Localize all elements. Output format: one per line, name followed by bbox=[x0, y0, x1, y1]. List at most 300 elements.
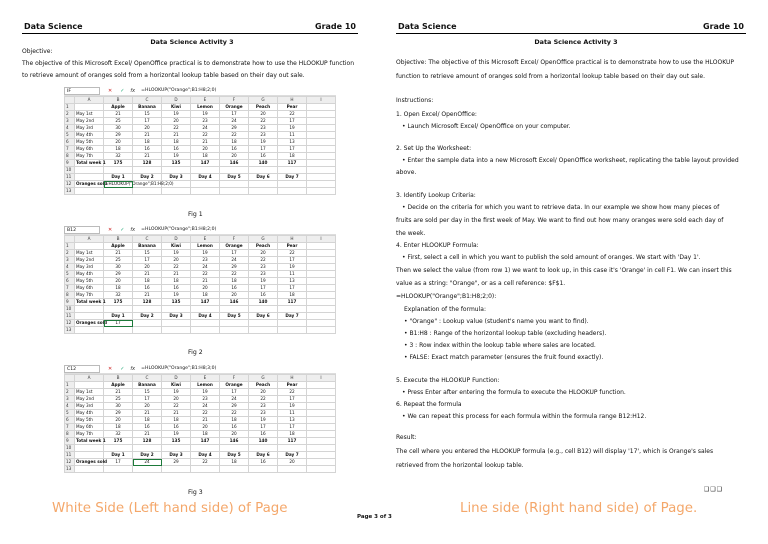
row-header[interactable]: 8 bbox=[65, 431, 75, 438]
table-cell[interactable]: May 2nd bbox=[75, 257, 104, 264]
table-cell[interactable] bbox=[278, 466, 307, 473]
table-cell[interactable] bbox=[133, 167, 162, 174]
table-cell[interactable]: 29 bbox=[104, 271, 133, 278]
table-cell[interactable]: 128 bbox=[133, 160, 162, 167]
table-cell[interactable] bbox=[307, 167, 336, 174]
table-cell[interactable]: 16 bbox=[162, 285, 191, 292]
table-cell[interactable] bbox=[75, 174, 104, 181]
function-icon[interactable]: fx bbox=[130, 87, 136, 94]
table-cell[interactable]: May 1st bbox=[75, 250, 104, 257]
table-cell[interactable] bbox=[307, 452, 336, 459]
table-cell[interactable] bbox=[133, 306, 162, 313]
table-cell[interactable] bbox=[278, 181, 307, 188]
table-cell[interactable]: 24 bbox=[191, 125, 220, 132]
table-cell[interactable]: 146 bbox=[220, 438, 249, 445]
table-cell[interactable]: Day 7 bbox=[278, 174, 307, 181]
table-cell[interactable]: 19 bbox=[162, 250, 191, 257]
row-header[interactable]: 6 bbox=[65, 278, 75, 285]
table-cell[interactable]: 23 bbox=[191, 257, 220, 264]
formula-text[interactable]: =HLOOKUP("Orange";B1:H8;2;0) bbox=[141, 227, 217, 232]
row-header[interactable]: 1 bbox=[65, 382, 75, 389]
row-header[interactable]: 11 bbox=[65, 313, 75, 320]
table-cell[interactable]: 17 bbox=[220, 250, 249, 257]
table-cell[interactable] bbox=[307, 417, 336, 424]
table-cell[interactable]: May 3rd bbox=[75, 264, 104, 271]
table-cell[interactable] bbox=[104, 306, 133, 313]
table-cell[interactable]: Day 7 bbox=[278, 313, 307, 320]
table-cell[interactable]: 30 bbox=[104, 403, 133, 410]
table-cell[interactable] bbox=[133, 188, 162, 195]
table-cell[interactable]: 20 bbox=[191, 146, 220, 153]
table-cell[interactable]: 23 bbox=[249, 271, 278, 278]
table-cell[interactable]: 22 bbox=[278, 389, 307, 396]
table-cell[interactable] bbox=[75, 188, 104, 195]
table-cell[interactable]: 140 bbox=[249, 160, 278, 167]
table-cell[interactable] bbox=[133, 466, 162, 473]
table-cell[interactable]: Oranges sold bbox=[76, 320, 108, 325]
table-cell[interactable]: 146 bbox=[220, 299, 249, 306]
table-cell[interactable]: 20 bbox=[133, 403, 162, 410]
table-cell[interactable]: 24 bbox=[220, 257, 249, 264]
table-cell[interactable] bbox=[162, 466, 191, 473]
column-header[interactable]: E bbox=[191, 97, 220, 104]
table-cell[interactable]: 29 bbox=[104, 410, 133, 417]
table-cell[interactable]: 21 bbox=[162, 410, 191, 417]
row-header[interactable]: 3 bbox=[65, 118, 75, 125]
table-cell[interactable]: 30 bbox=[104, 264, 133, 271]
table-cell[interactable]: 23 bbox=[249, 410, 278, 417]
column-header[interactable]: A bbox=[75, 375, 104, 382]
table-cell[interactable] bbox=[278, 167, 307, 174]
table-cell[interactable]: 22 bbox=[162, 403, 191, 410]
row-header[interactable]: 1 bbox=[65, 243, 75, 250]
column-header[interactable] bbox=[65, 375, 75, 382]
table-cell[interactable]: 16 bbox=[162, 146, 191, 153]
table-cell[interactable]: 20 bbox=[220, 292, 249, 299]
table-cell[interactable]: 20 bbox=[220, 431, 249, 438]
table-cell[interactable]: 18 bbox=[220, 139, 249, 146]
table-cell[interactable]: 17 bbox=[278, 285, 307, 292]
table-cell[interactable]: May 5th bbox=[75, 417, 104, 424]
table-cell[interactable]: 22 bbox=[249, 257, 278, 264]
table-cell[interactable] bbox=[307, 306, 336, 313]
table-cell[interactable]: 21 bbox=[162, 132, 191, 139]
table-cell[interactable] bbox=[133, 327, 162, 334]
table-cell[interactable] bbox=[191, 167, 220, 174]
table-cell[interactable]: 19 bbox=[249, 417, 278, 424]
table-cell[interactable]: Kiwi bbox=[162, 243, 191, 250]
table-cell[interactable]: 16 bbox=[249, 431, 278, 438]
row-header[interactable]: 12 bbox=[65, 320, 75, 327]
table-cell[interactable]: 147 bbox=[191, 299, 220, 306]
table-cell[interactable]: Lemon bbox=[191, 382, 220, 389]
table-cell[interactable]: =HLOOKUP("Orange";B1:H8;2;0) bbox=[105, 181, 174, 186]
row-header[interactable]: 3 bbox=[65, 257, 75, 264]
cancel-icon[interactable]: ✕ bbox=[108, 226, 113, 233]
column-header[interactable]: E bbox=[191, 375, 220, 382]
table-cell[interactable]: 21 bbox=[133, 132, 162, 139]
table-cell[interactable]: 19 bbox=[249, 139, 278, 146]
table-cell[interactable] bbox=[249, 181, 278, 188]
column-header[interactable]: F bbox=[220, 375, 249, 382]
table-cell[interactable] bbox=[220, 466, 249, 473]
column-header[interactable]: B bbox=[104, 375, 133, 382]
table-cell[interactable] bbox=[278, 306, 307, 313]
table-cell[interactable]: 18 bbox=[278, 292, 307, 299]
row-header[interactable]: 10 bbox=[65, 445, 75, 452]
column-header[interactable]: H bbox=[278, 97, 307, 104]
table-cell[interactable]: 21 bbox=[104, 250, 133, 257]
table-cell[interactable]: 22 bbox=[249, 118, 278, 125]
column-header[interactable]: G bbox=[249, 375, 278, 382]
table-cell[interactable]: Banana bbox=[133, 382, 162, 389]
table-cell[interactable]: 29 bbox=[220, 264, 249, 271]
column-header[interactable]: H bbox=[278, 375, 307, 382]
column-header[interactable] bbox=[65, 97, 75, 104]
table-cell[interactable] bbox=[307, 431, 336, 438]
table-cell[interactable]: 20 bbox=[133, 125, 162, 132]
table-cell[interactable] bbox=[220, 181, 249, 188]
table-cell[interactable]: 17 bbox=[249, 146, 278, 153]
row-header[interactable]: 2 bbox=[65, 250, 75, 257]
table-cell[interactable] bbox=[162, 445, 191, 452]
confirm-icon[interactable]: ✓ bbox=[120, 87, 125, 94]
table-cell[interactable]: 21 bbox=[133, 271, 162, 278]
table-cell[interactable]: 17 bbox=[220, 111, 249, 118]
table-cell[interactable]: 17 bbox=[249, 285, 278, 292]
table-cell[interactable]: Day 6 bbox=[249, 313, 278, 320]
row-header[interactable]: 8 bbox=[65, 153, 75, 160]
name-box[interactable]: B12 bbox=[64, 226, 100, 234]
table-cell[interactable]: Day 4 bbox=[191, 313, 220, 320]
table-cell[interactable] bbox=[191, 181, 220, 188]
table-cell[interactable]: Day 5 bbox=[220, 313, 249, 320]
row-header[interactable]: 7 bbox=[65, 424, 75, 431]
row-header[interactable]: 4 bbox=[65, 264, 75, 271]
table-cell[interactable]: 22 bbox=[191, 410, 220, 417]
table-cell[interactable]: 30 bbox=[104, 125, 133, 132]
table-cell[interactable]: 11 bbox=[278, 132, 307, 139]
table-cell[interactable]: 24 bbox=[220, 396, 249, 403]
table-cell[interactable] bbox=[104, 445, 133, 452]
table-cell[interactable]: May 7th bbox=[75, 153, 104, 160]
table-cell[interactable] bbox=[307, 132, 336, 139]
table-cell[interactable] bbox=[307, 250, 336, 257]
table-cell[interactable] bbox=[75, 313, 104, 320]
table-cell[interactable] bbox=[278, 327, 307, 334]
column-header[interactable]: H bbox=[278, 236, 307, 243]
table-cell[interactable] bbox=[307, 264, 336, 271]
table-cell[interactable] bbox=[75, 382, 104, 389]
table-cell[interactable]: 18 bbox=[191, 292, 220, 299]
table-cell[interactable]: 16 bbox=[220, 146, 249, 153]
table-cell[interactable] bbox=[133, 445, 162, 452]
row-header[interactable]: 9 bbox=[65, 438, 75, 445]
table-cell[interactable]: 17 bbox=[104, 459, 133, 466]
table-cell[interactable]: Banana bbox=[133, 104, 162, 111]
table-cell[interactable]: 18 bbox=[104, 146, 133, 153]
table-cell[interactable] bbox=[278, 445, 307, 452]
table-cell[interactable]: 128 bbox=[133, 438, 162, 445]
table-cell[interactable] bbox=[249, 188, 278, 195]
table-cell[interactable] bbox=[307, 403, 336, 410]
table-cell[interactable]: Orange bbox=[220, 243, 249, 250]
table-cell[interactable]: 16 bbox=[249, 153, 278, 160]
table-cell[interactable]: 19 bbox=[249, 278, 278, 285]
table-cell[interactable] bbox=[75, 452, 104, 459]
column-header[interactable]: G bbox=[249, 97, 278, 104]
table-cell[interactable]: 18 bbox=[162, 417, 191, 424]
table-cell[interactable]: 18 bbox=[220, 278, 249, 285]
row-header[interactable]: 6 bbox=[65, 139, 75, 146]
table-cell[interactable] bbox=[307, 410, 336, 417]
column-header[interactable]: C bbox=[133, 97, 162, 104]
table-cell[interactable]: May 4th bbox=[75, 271, 104, 278]
table-cell[interactable] bbox=[191, 466, 220, 473]
table-cell[interactable]: 20 bbox=[104, 139, 133, 146]
table-cell[interactable]: 22 bbox=[162, 125, 191, 132]
table-cell[interactable]: 175 bbox=[104, 299, 133, 306]
table-cell[interactable]: 22 bbox=[278, 250, 307, 257]
table-cell[interactable] bbox=[307, 188, 336, 195]
table-cell[interactable]: 17 bbox=[278, 424, 307, 431]
row-header[interactable]: 11 bbox=[65, 174, 75, 181]
table-cell[interactable]: May 7th bbox=[75, 292, 104, 299]
table-cell[interactable]: 17 bbox=[278, 396, 307, 403]
table-cell[interactable] bbox=[220, 320, 249, 327]
table-cell[interactable]: 23 bbox=[249, 125, 278, 132]
table-cell[interactable]: 16 bbox=[249, 459, 278, 466]
table-cell[interactable]: 20 bbox=[191, 424, 220, 431]
table-cell[interactable]: 11 bbox=[278, 410, 307, 417]
table-cell[interactable]: 19 bbox=[162, 389, 191, 396]
table-cell[interactable] bbox=[104, 167, 133, 174]
table-cell[interactable]: 22 bbox=[220, 132, 249, 139]
table-cell[interactable]: Day 2 bbox=[133, 313, 162, 320]
function-icon[interactable]: fx bbox=[130, 226, 136, 233]
column-header[interactable]: D bbox=[162, 236, 191, 243]
table-cell[interactable]: Orange bbox=[220, 382, 249, 389]
table-cell[interactable]: 117 bbox=[278, 438, 307, 445]
table-cell[interactable]: May 2nd bbox=[75, 396, 104, 403]
table-cell[interactable]: 19 bbox=[278, 403, 307, 410]
table-cell[interactable]: 20 bbox=[220, 153, 249, 160]
table-cell[interactable]: May 3rd bbox=[75, 403, 104, 410]
table-cell[interactable]: Lemon bbox=[191, 104, 220, 111]
table-cell[interactable]: May 7th bbox=[75, 431, 104, 438]
row-header[interactable]: 9 bbox=[65, 160, 75, 167]
table-cell[interactable]: 128 bbox=[133, 299, 162, 306]
column-header[interactable]: A bbox=[75, 97, 104, 104]
table-cell[interactable]: Kiwi bbox=[162, 382, 191, 389]
table-cell[interactable]: May 4th bbox=[75, 410, 104, 417]
table-cell[interactable]: 20 bbox=[249, 250, 278, 257]
table-cell[interactable]: Kiwi bbox=[162, 104, 191, 111]
column-header[interactable]: C bbox=[133, 375, 162, 382]
table-cell[interactable]: 17 bbox=[220, 389, 249, 396]
table-cell[interactable] bbox=[307, 118, 336, 125]
row-header[interactable]: 8 bbox=[65, 292, 75, 299]
name-box[interactable]: C12 bbox=[64, 365, 100, 373]
table-cell[interactable]: 135 bbox=[162, 160, 191, 167]
table-cell[interactable]: 20 bbox=[162, 396, 191, 403]
table-cell[interactable]: 13 bbox=[278, 139, 307, 146]
name-box[interactable]: IF bbox=[64, 87, 100, 95]
column-header[interactable]: D bbox=[162, 375, 191, 382]
table-cell[interactable]: 21 bbox=[191, 417, 220, 424]
table-cell[interactable] bbox=[307, 459, 336, 466]
table-cell[interactable]: 21 bbox=[104, 389, 133, 396]
table-cell[interactable] bbox=[307, 111, 336, 118]
row-header[interactable]: 7 bbox=[65, 146, 75, 153]
table-cell[interactable]: Pear bbox=[278, 104, 307, 111]
table-cell[interactable]: 16 bbox=[220, 424, 249, 431]
table-cell[interactable] bbox=[249, 327, 278, 334]
table-cell[interactable]: Orange bbox=[220, 104, 249, 111]
table-cell[interactable]: Total week 1 bbox=[76, 160, 106, 165]
table-cell[interactable]: 19 bbox=[162, 153, 191, 160]
row-header[interactable]: 5 bbox=[65, 410, 75, 417]
table-cell[interactable]: 23 bbox=[249, 403, 278, 410]
table-cell[interactable]: 18 bbox=[133, 417, 162, 424]
column-header[interactable]: B bbox=[104, 97, 133, 104]
table-cell[interactable]: 19 bbox=[191, 111, 220, 118]
table-cell[interactable]: 15 bbox=[133, 250, 162, 257]
column-header[interactable]: G bbox=[249, 236, 278, 243]
table-cell[interactable]: Day 6 bbox=[249, 452, 278, 459]
table-cell[interactable]: 17 bbox=[133, 257, 162, 264]
formula-text[interactable]: =HLOOKUP("Orange";B1:H8;3;0) bbox=[141, 366, 217, 371]
table-cell[interactable]: 117 bbox=[278, 160, 307, 167]
table-cell[interactable]: Banana bbox=[133, 243, 162, 250]
table-cell[interactable]: May 2nd bbox=[75, 118, 104, 125]
table-cell[interactable]: 16 bbox=[133, 146, 162, 153]
table-cell[interactable] bbox=[307, 104, 336, 111]
table-cell[interactable] bbox=[191, 306, 220, 313]
table-cell[interactable]: 19 bbox=[162, 431, 191, 438]
row-header[interactable]: 5 bbox=[65, 132, 75, 139]
table-cell[interactable]: 18 bbox=[104, 424, 133, 431]
table-cell[interactable]: 22 bbox=[220, 271, 249, 278]
table-cell[interactable]: Apple bbox=[104, 243, 133, 250]
confirm-icon[interactable]: ✓ bbox=[120, 226, 125, 233]
table-cell[interactable] bbox=[220, 327, 249, 334]
column-header[interactable]: I bbox=[307, 375, 336, 382]
table-cell[interactable]: 18 bbox=[104, 285, 133, 292]
row-header[interactable]: 12 bbox=[65, 459, 75, 466]
table-cell[interactable]: May 5th bbox=[75, 139, 104, 146]
table-cell[interactable]: 19 bbox=[278, 125, 307, 132]
table-cell[interactable]: 19 bbox=[162, 111, 191, 118]
table-cell[interactable] bbox=[278, 188, 307, 195]
table-cell[interactable] bbox=[307, 292, 336, 299]
table-cell[interactable]: 175 bbox=[104, 160, 133, 167]
table-cell[interactable] bbox=[307, 271, 336, 278]
cancel-icon[interactable]: ✕ bbox=[108, 365, 113, 372]
column-header[interactable]: I bbox=[307, 97, 336, 104]
table-cell[interactable]: 22 bbox=[249, 396, 278, 403]
table-cell[interactable]: 20 bbox=[104, 417, 133, 424]
table-cell[interactable] bbox=[75, 327, 104, 334]
table-cell[interactable]: 20 bbox=[162, 118, 191, 125]
table-cell[interactable]: 21 bbox=[133, 292, 162, 299]
row-header[interactable]: 3 bbox=[65, 396, 75, 403]
row-header[interactable]: 1 bbox=[65, 104, 75, 111]
table-cell[interactable]: 22 bbox=[162, 264, 191, 271]
table-cell[interactable] bbox=[307, 160, 336, 167]
table-cell[interactable]: 25 bbox=[104, 396, 133, 403]
table-cell[interactable]: 25 bbox=[104, 257, 133, 264]
table-cell[interactable] bbox=[75, 243, 104, 250]
table-cell[interactable] bbox=[307, 313, 336, 320]
table-cell[interactable]: May 6th bbox=[75, 146, 104, 153]
table-cell[interactable] bbox=[191, 445, 220, 452]
table-cell[interactable]: 23 bbox=[249, 132, 278, 139]
table-cell[interactable]: 25 bbox=[104, 118, 133, 125]
table-cell[interactable]: Day 5 bbox=[220, 174, 249, 181]
table-cell[interactable]: 17 bbox=[133, 396, 162, 403]
table-cell[interactable]: 17 bbox=[104, 320, 133, 327]
table-cell[interactable]: 21 bbox=[191, 139, 220, 146]
table-cell[interactable] bbox=[307, 466, 336, 473]
table-cell[interactable] bbox=[191, 320, 220, 327]
table-cell[interactable]: 117 bbox=[278, 299, 307, 306]
table-cell[interactable]: 21 bbox=[191, 278, 220, 285]
table-cell[interactable]: 16 bbox=[133, 285, 162, 292]
table-cell[interactable]: Day 7 bbox=[278, 452, 307, 459]
table-cell[interactable]: 18 bbox=[162, 139, 191, 146]
table-cell[interactable]: 135 bbox=[162, 299, 191, 306]
table-cell[interactable]: 29 bbox=[220, 403, 249, 410]
row-header[interactable]: 10 bbox=[65, 167, 75, 174]
table-cell[interactable] bbox=[249, 320, 278, 327]
table-cell[interactable]: 18 bbox=[278, 153, 307, 160]
table-cell[interactable] bbox=[191, 327, 220, 334]
table-cell[interactable] bbox=[162, 167, 191, 174]
table-cell[interactable]: 24 bbox=[220, 118, 249, 125]
table-cell[interactable] bbox=[220, 306, 249, 313]
table-cell[interactable]: 18 bbox=[278, 431, 307, 438]
table-cell[interactable] bbox=[75, 466, 104, 473]
table-cell[interactable]: 16 bbox=[162, 424, 191, 431]
table-cell[interactable] bbox=[133, 320, 162, 327]
table-cell[interactable] bbox=[75, 167, 104, 174]
table-cell[interactable]: 29 bbox=[104, 132, 133, 139]
table-cell[interactable]: May 5th bbox=[75, 278, 104, 285]
table-cell[interactable]: Pear bbox=[278, 243, 307, 250]
table-cell[interactable]: 21 bbox=[104, 111, 133, 118]
table-cell[interactable] bbox=[220, 188, 249, 195]
table-cell[interactable] bbox=[104, 188, 133, 195]
table-cell[interactable]: 21 bbox=[133, 153, 162, 160]
table-cell[interactable]: 18 bbox=[133, 139, 162, 146]
table-cell[interactable] bbox=[307, 125, 336, 132]
table-cell[interactable]: 32 bbox=[104, 431, 133, 438]
table-cell[interactable] bbox=[162, 327, 191, 334]
table-cell[interactable]: Day 3 bbox=[162, 452, 191, 459]
table-cell[interactable]: 24 bbox=[191, 403, 220, 410]
table-cell[interactable]: Day 3 bbox=[162, 174, 191, 181]
table-cell[interactable] bbox=[104, 466, 133, 473]
table-cell[interactable]: 140 bbox=[249, 299, 278, 306]
table-cell[interactable]: 15 bbox=[133, 111, 162, 118]
table-cell[interactable]: Oranges sold bbox=[76, 181, 108, 186]
confirm-icon[interactable]: ✓ bbox=[120, 365, 125, 372]
table-cell[interactable]: 32 bbox=[104, 292, 133, 299]
table-cell[interactable]: Peach bbox=[249, 382, 278, 389]
table-cell[interactable]: 17 bbox=[278, 257, 307, 264]
table-cell[interactable]: 11 bbox=[278, 271, 307, 278]
